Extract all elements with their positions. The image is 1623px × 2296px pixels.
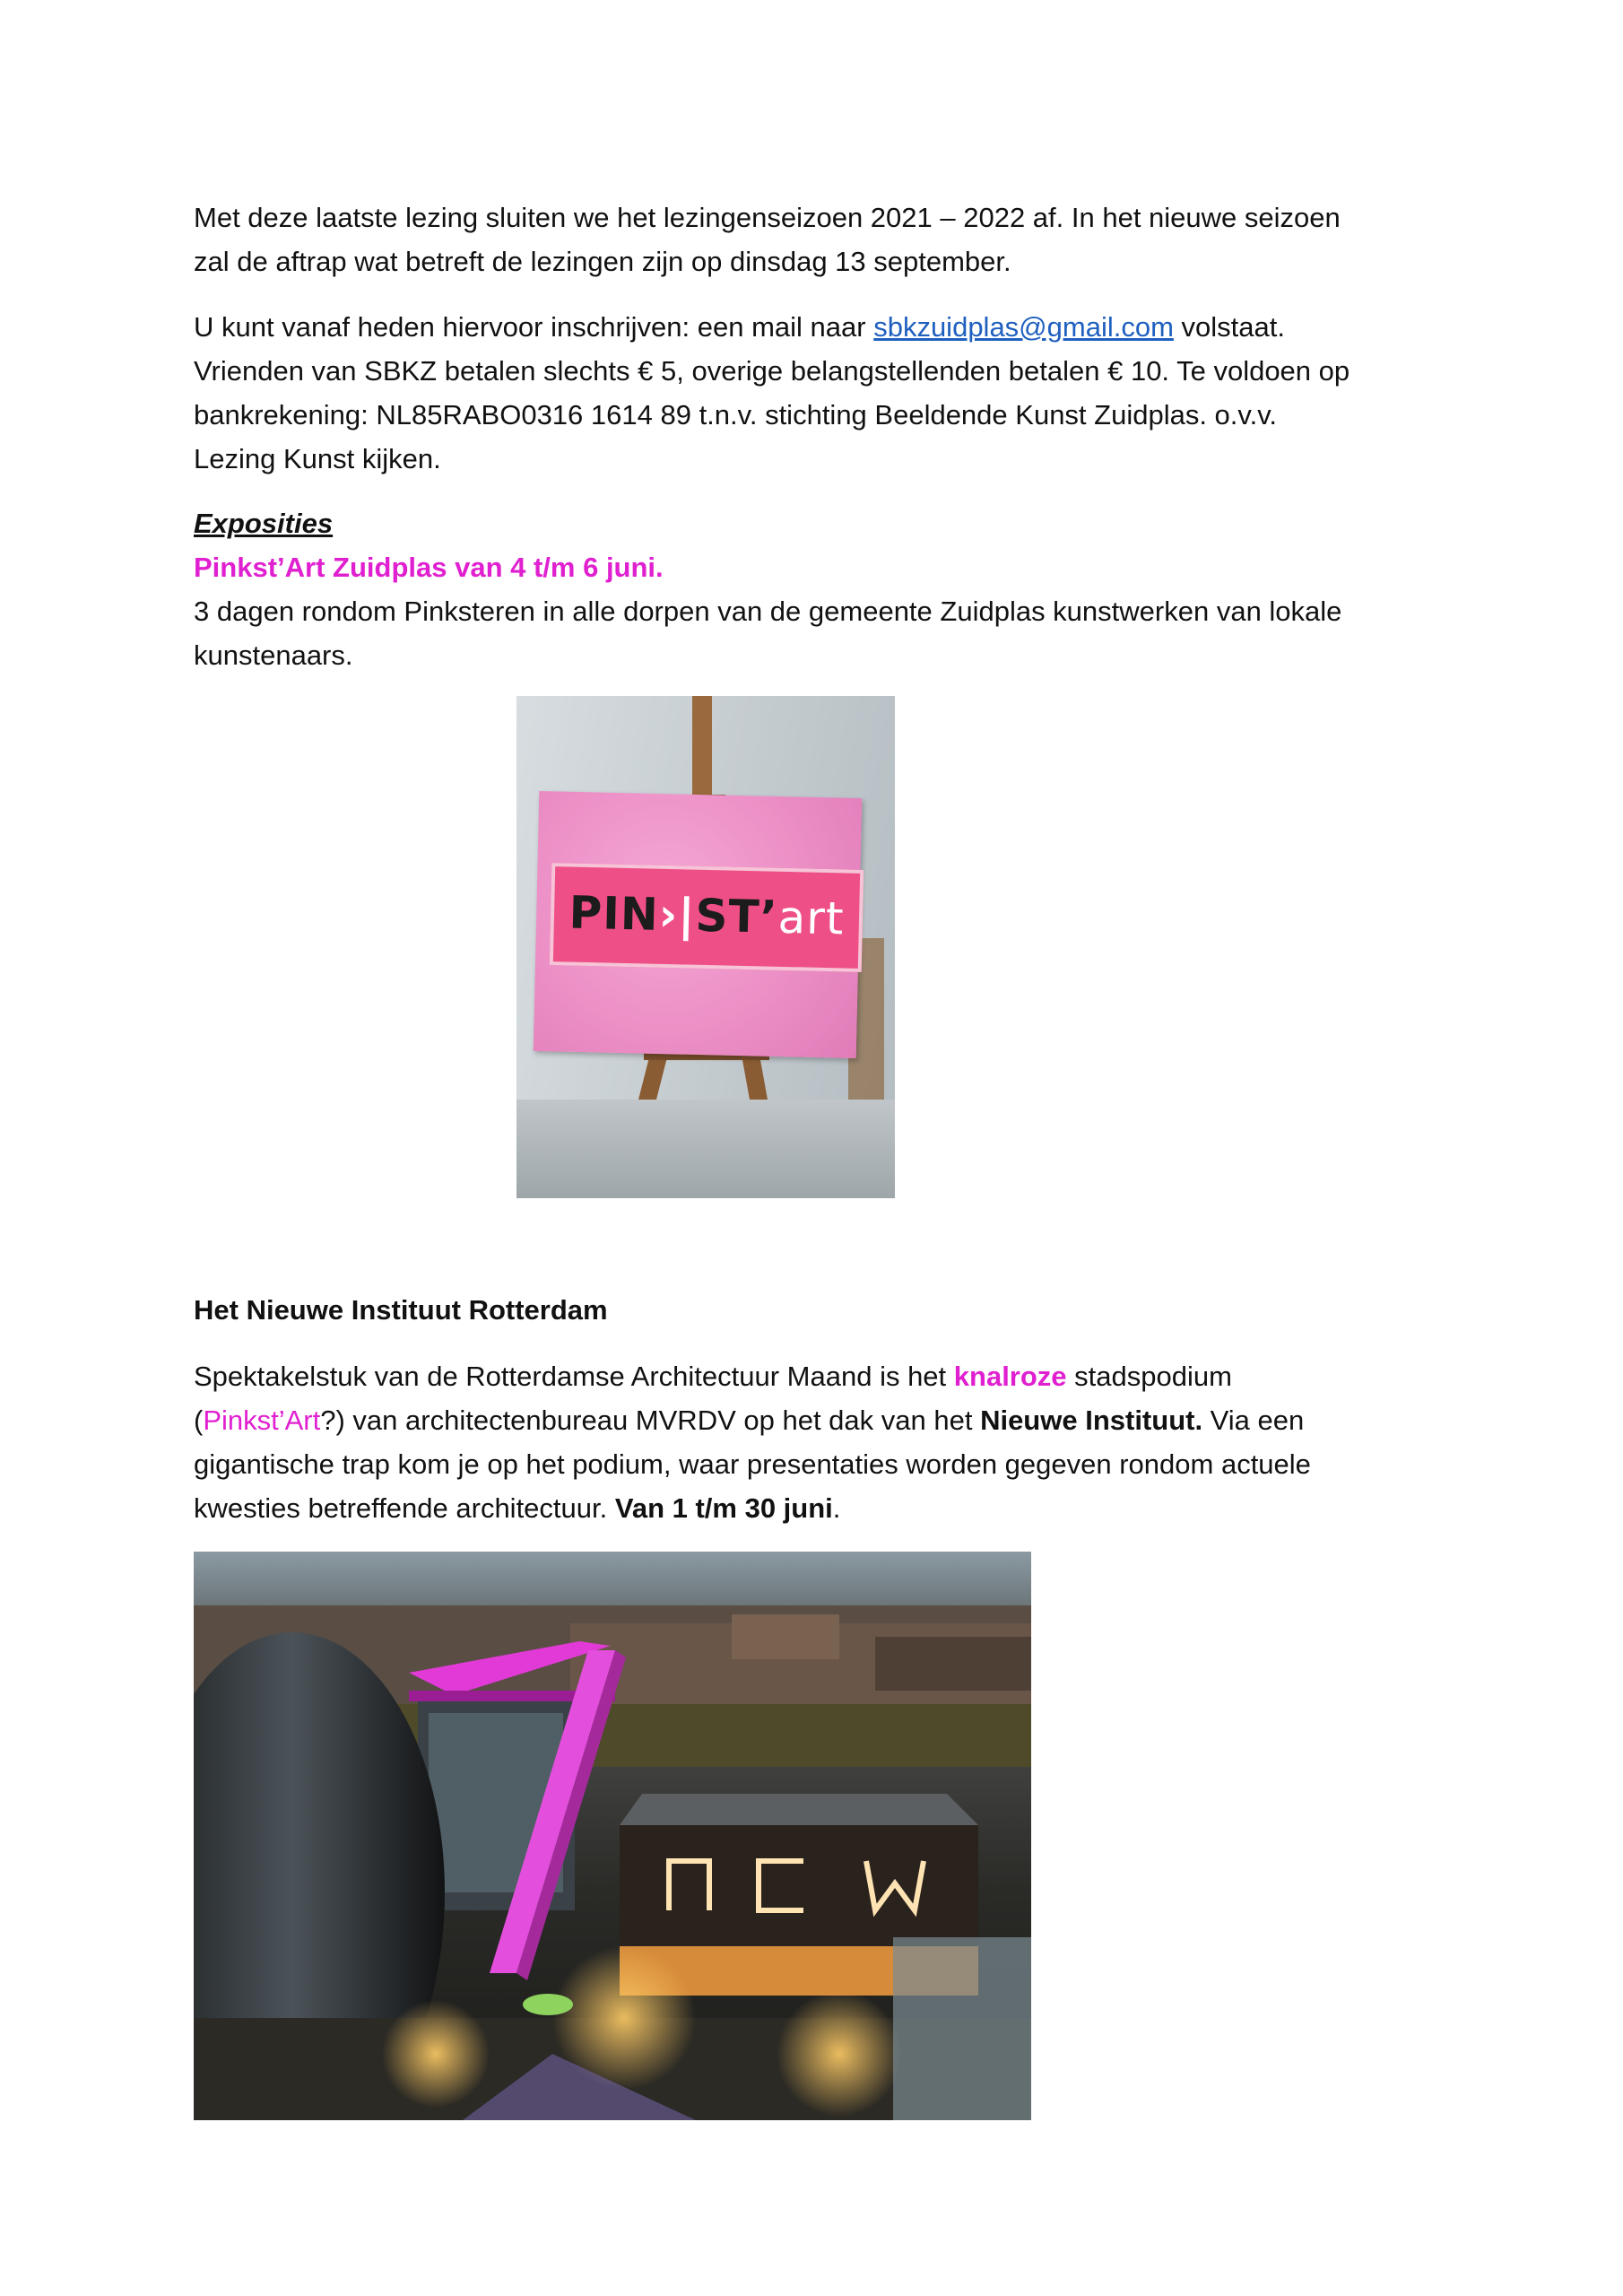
pinkstart-subheading: Pinkst’Art Zuidplas van 4 t/m 6 juni. (194, 552, 664, 583)
ni-line-4: kwesties betreffende architectuur. Van 1 t/m 30 juni. (194, 1492, 841, 1524)
ni-line-1: Spektakelstuk van de Rotterdamse Architectuur Maand is het knalroze stadspodium (194, 1361, 1232, 1392)
registration-line-1 (194, 305, 1449, 349)
pinkstart-sign (550, 863, 864, 972)
nieuwe-instituut-heading: Het Nieuwe Instituut Rotterdam (194, 1294, 608, 1326)
exhibitions-line-1: 3 dagen rondom Pinksteren in alle dorpen van de gemeente Zuidplas kunstwerken van lokale (194, 596, 1342, 627)
registration-text-end: volstaat. (1173, 311, 1285, 343)
registration-line-2: Vrienden van SBKZ betalen slechts € 5, overige belangstellenden betalen € 10. Te voldoen op (194, 355, 1350, 387)
exhibitions-heading: Exposities (194, 508, 334, 539)
email-link[interactable]: sbkzuidplas@gmail.com (873, 311, 1174, 343)
ni-line-2: (Pinkst’Art?) van architectenbureau MVRDV op het dak van het Nieuwe Instituut. Via een (194, 1405, 1305, 1436)
intro-line-1: Met deze laatste lezing sluiten we het lezingenseizoen 2021 – 2022 af. In het nieuwe seizoen (194, 202, 1341, 233)
registration-text: U kunt vanaf heden hiervoor inschrijven: een mail naar (194, 311, 874, 343)
knalroze-highlight: knalroze (953, 1361, 1067, 1392)
floor (516, 1100, 895, 1198)
ni-line-3: gigantische trap kom je op het podium, waar presentaties worden gegeven rondom actuele (194, 1448, 1311, 1480)
exhibitions-line-2: kunstenaars. (194, 639, 353, 671)
registration-line-4: Lezing Kunst kijken. (194, 443, 441, 474)
pinkstart-highlight: Pinkst’Art (203, 1405, 321, 1436)
nieuwe-instituut-bold: Nieuwe Instituut. (980, 1405, 1203, 1436)
pinkstart-sign-photo (516, 696, 895, 1198)
dates-bold: Van 1 t/m 30 juni (614, 1492, 833, 1524)
nieuwe-instituut-photo (194, 1552, 1031, 2120)
intro-line-2: zal de aftrap wat betreft de lezingen zijn op dinsdag 13 september. (194, 246, 1011, 277)
rooftop-stairs-scene (194, 1552, 1031, 2120)
sign-logo-text: PIN›|ST’art (568, 886, 846, 945)
registration-line-3: bankrekening: NL85RABO0316 1614 89 t.n.v. stichting Beeldende Kunst Zuidplas. o.v.v. (194, 399, 1278, 430)
